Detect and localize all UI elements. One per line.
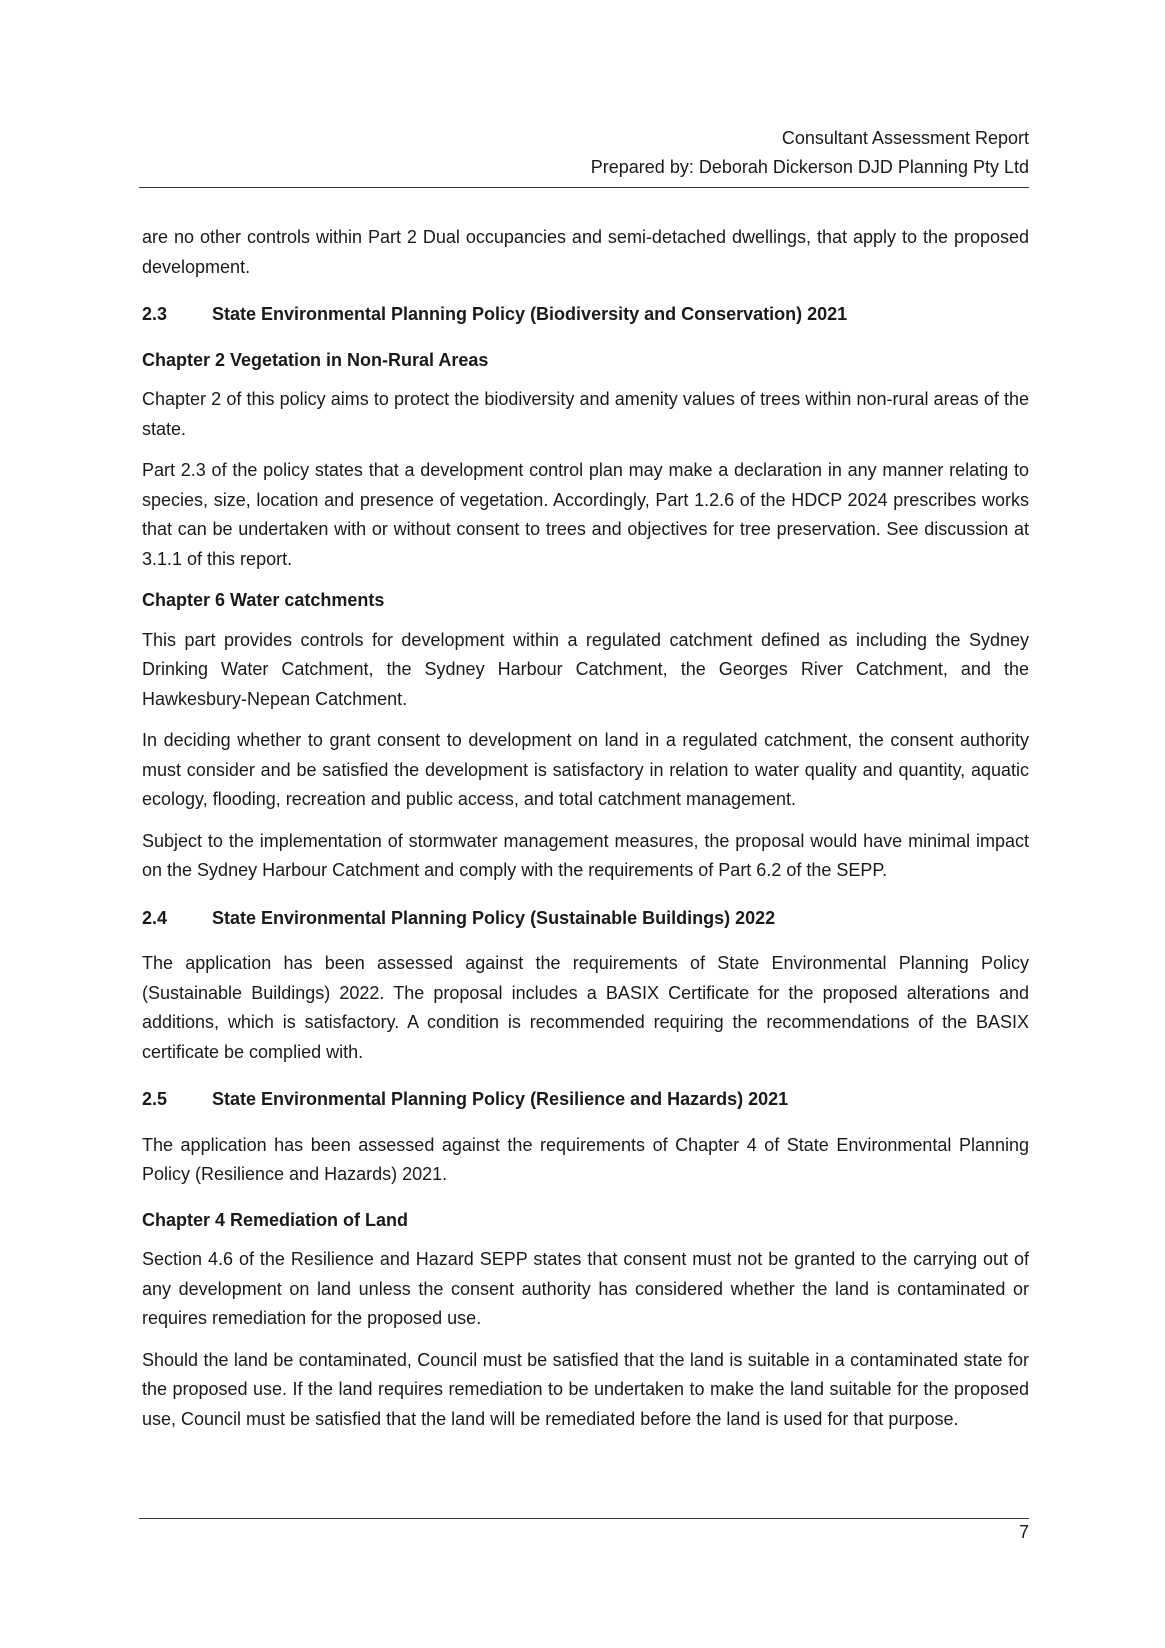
page-body	[142, 223, 1029, 1434]
report-author: Prepared by: Deborah Dickerson DJD Planning Pty Ltd	[590, 157, 1029, 177]
header-divider	[139, 187, 1029, 188]
paragraph: Chapter 2 of this policy aims to protect the biodiversity and amenity values of trees within non-rural areas of the state.	[142, 389, 1029, 439]
paragraph: Part 2.3 of the policy states that a development control plan may make a declaration in any manner relating to species, size, location and presence of vegetation. Accordingly, Part 1.2.6 of the HDCP 2024 prescribes works that can be undertaken with or without consent to trees and objectives for tree preservation. See discussion at 3.1.1 of this report.	[142, 460, 1029, 569]
subheading-chapter-6: Chapter 6 Water catchments	[142, 590, 385, 610]
intro-paragraph: are no other controls within Part 2 Dual occupancies and semi-detached dwellings, that apply to the proposed development.	[142, 227, 1029, 277]
section-title: State Environmental Planning Policy (Biodiversity and Conservation) 2021	[212, 304, 848, 324]
section-number: 2.5	[142, 1089, 168, 1109]
section-heading-2-4	[142, 904, 1029, 934]
section-title: State Environmental Planning Policy (Resilience and Hazards) 2021	[212, 1089, 789, 1109]
page-header	[139, 124, 1029, 182]
report-title: Consultant Assessment Report	[781, 128, 1029, 148]
paragraph: This part provides controls for development within a regulated catchment defined as including the Sydney Drinking Water Catchment, the Sydney Harbour Catchment, the Georges River Catchment, and the Hawkesbury-Nepean Catchment.	[142, 629, 1029, 709]
subheading-chapter-4: Chapter 4 Remediation of Land	[142, 1209, 409, 1230]
paragraph: Should the land be contaminated, Council must be satisfied that the land is suitable in a contaminated state for the proposed use. If the land requires remediation to be undertaken to make the land suitable for the proposed use, Council must be satisfied that the land will be remediated before the land is used for that purpose.	[142, 1349, 1029, 1429]
section-title: State Environmental Planning Policy (Sustainable Buildings) 2022	[212, 907, 776, 928]
paragraph: Subject to the implementation of stormwater management measures, the proposal would have minimal impact on the Sydney Harbour Catchment and comply with the requirements of Part 6.2 of the SEPP.	[142, 830, 1029, 880]
paragraph: Section 4.6 of the Resilience and Hazard SEPP states that consent must not be granted to the carrying out of any development on land unless the consent authority has considered whether the land is contaminated or requires remediation for the proposed use.	[142, 1249, 1029, 1328]
paragraph: In deciding whether to grant consent to development on land in a regulated catchment, the consent authority must consider and be satisfied the development is satisfactory in relation to water quality and quantity, aquatic ecology, flooding, recreation and public access, and total catchment management.	[142, 730, 1029, 809]
section-number: 2.4	[142, 907, 168, 928]
section-heading-2-3	[142, 300, 1029, 330]
section-heading-2-5	[142, 1085, 1029, 1115]
paragraph: The application has been assessed against the requirements of Chapter 4 of State Environmental Planning Policy (Resilience and Hazards) 2021.	[142, 1134, 1029, 1184]
section-number: 2.3	[142, 304, 168, 324]
page-number: 7	[1018, 1522, 1029, 1542]
paragraph: The application has been assessed against the requirements of State Environmental Planning Policy (Sustainable Buildings) 2022. The proposal includes a BASIX Certificate for the proposed alterations and additions, which is satisfactory. A condition is recommended requiring the recommendations of the BASIX certificate be complied with.	[142, 953, 1029, 1062]
subheading-chapter-2: Chapter 2 Vegetation in Non-Rural Areas	[142, 349, 489, 370]
